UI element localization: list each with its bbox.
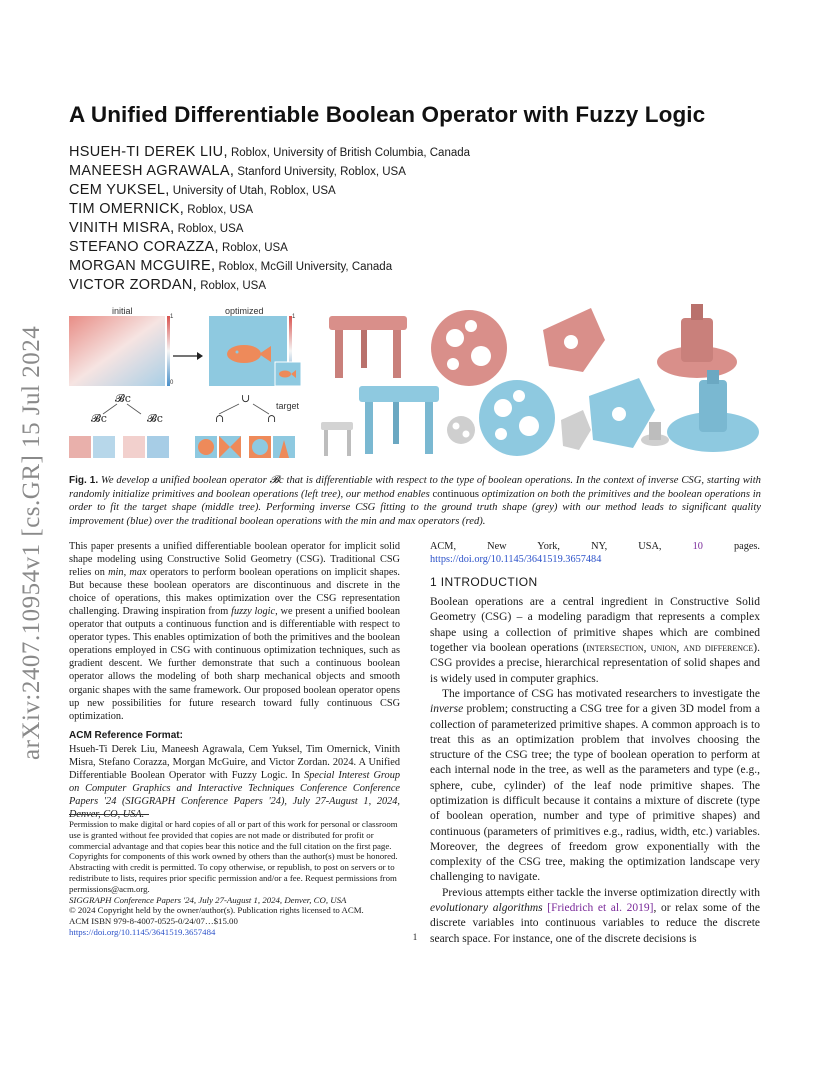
initial-field: [69, 316, 165, 386]
pages-link[interactable]: 10: [692, 541, 703, 552]
scale-min: 0: [170, 380, 174, 386]
union-operator: ∪: [241, 392, 251, 405]
section-heading-introduction: 1 INTRODUCTION: [430, 575, 538, 590]
intersection-operator-right: ∩: [267, 412, 277, 425]
permission-notice: Permission to make digital or hard copies of all or part of this work for personal or classroom use is granted without fee provided that copies are not made or distributed for profit or commercial advantage and that copies bear this notice and the full citation on the first page. Copyrights for components of this work owned by others than the author(s) must be honored. Abstracting with credit is permitted. To copy otherwise, or republish, to post on servers or to redistribute to lists, requires prior specific permission and/or a fee. Request permissions from permissions@acm.org. SIGGRAPH Conference Papers '24, July 27-August 1, 2024, Denver, CO, USA © 2024 Copyright held by the owner/author(s). Publication rights licensed to ACM. ACM ISBN 979-8-4007-0525-0/24/07…$15.00 https://doi.org/10.1145/3641519.3657484: [69, 814, 400, 938]
bc-operator-right: 𝓑c: [147, 412, 163, 425]
author-2: MANEESH AGRAWALA, Stanford University, Roblox, USA: [69, 163, 406, 179]
arxiv-stamp: arXiv:2407.10954v1 [cs.GR] 15 Jul 2024: [18, 325, 45, 760]
intro-paragraph-1: Boolean operations are a central ingredient in Constructive Solid Geometry (CSG) – a modeling paradigm that represents a complex shape using a collection of primitive shapes which are combined together via boolean operations (intersection, union, and difference). CSG provides a precise, hierarchical representation of solid shapes and is widely used in computer graphics.: [430, 596, 760, 685]
author-3: CEM YUKSEL, University of Utah, Roblox, USA: [69, 182, 336, 198]
author-8: VICTOR ZORDAN, Roblox, USA: [69, 277, 267, 293]
citation-link[interactable]: [Friedrich et al. 2019]: [547, 902, 654, 915]
permission-doi-link[interactable]: https://doi.org/10.1145/3641519.3657484: [69, 926, 216, 937]
leaf-tile: [147, 436, 169, 458]
scale-max-optimized: 1: [292, 314, 296, 320]
gear-render-red: [657, 304, 737, 378]
author-list: [69, 142, 769, 294]
bc-operator-left: 𝓑c: [91, 412, 107, 425]
author-7: MORGAN MCGUIRE, Roblox, McGill University, Canada: [69, 258, 393, 274]
caption-label: Fig. 1.: [69, 475, 99, 486]
gyroid-render-blue: [479, 380, 555, 456]
colorbar-initial: [167, 316, 170, 386]
acm-reference: Hsueh-Ti Derek Liu, Maneesh Agrawala, Cem Yuksel, Tim Omernick, Vinith Misra, Stefano Corazza, Morgan McGuire, and Victor Zordan. 2024. A Unified Differentiable Boolean Operator with Fuzzy Logic. In Special Interest Group on Computer Graphics and Interactive Techniques Conference Conference Papers '24 (SIGGRAPH Conference Papers '24), July 27-August 1, 2024, Denver, CO, USA.: [69, 743, 400, 820]
acm-reference-continued: ACM, New York, NY, USA, 10 pages. https://doi.org/10.1145/3641519.3657484: [430, 541, 761, 566]
initial-label: initial: [112, 306, 133, 316]
intro-paragraph-2: The importance of CSG has motivated researchers to investigate the inverse problem; constructing a CSG tree for a given 3D model from a collection of parameterized primitive shapes. A common approach is to treat this as an optimization problem that involves choosing the structure of the CSG tree; the type of boolean operation to perform at each internal node in the tree, as well as the parameters and type (e.g., sphere, cube, cylinder) of the leaf node primitive shapes. The optimization is difficult because it contains a mixture of discrete (type of boolean operation, number and type of primitive shapes) and continuous (parameters of primitives e.g., radius, width, etc.) variables. Moreover, the degrees of freedom grow exponentially with the complexity of the CSG tree, making the optimization landscape very challenging to navigate.: [430, 687, 760, 884]
acm-reference-heading: ACM Reference Format:: [69, 729, 183, 741]
intersection-operator-left: ∩: [215, 412, 225, 425]
leaf-tile: [123, 436, 145, 458]
right-column: [430, 540, 760, 947]
gyroid-render-red: [431, 310, 507, 386]
table-render-grey: [321, 422, 353, 456]
author-1: HSUEH-TI DEREK LIU, Roblox, University of British Columbia, Canada: [69, 144, 471, 160]
figure-caption: Fig. 1. We develop a unified boolean operator 𝓑c that is differentiable with respect to the type of boolean operations. In the context of inverse CSG, starting with randomly initialize primitives and boolean operations (left tree), our method enables continuous optimization on both the primitives and the boolean operations in order to fit the target shape (middle tree). Performing inverse CSG fitting to the ground truth shape (grey) with our method leads to significant quality improvement (blue) over the traditional boolean operations with the min and max operators (red).: [69, 475, 761, 527]
inverse-csg-results: [321, 300, 761, 462]
leaf-tile: [69, 436, 91, 458]
organic-render-grey: [561, 410, 591, 450]
author-6: STEFANO CORAZZA, Roblox, USA: [69, 239, 288, 255]
author-4: TIM OMERNICK, Roblox, USA: [69, 201, 254, 217]
bc-operator-root: 𝓑c: [115, 392, 131, 405]
leaf-tile: [93, 436, 115, 458]
csg-tree-diagram: [69, 316, 329, 462]
abstract: This paper presents a unified differentiable boolean operator for implicit solid shape modeling using Constructive Solid Geometry (CSG). Traditional CSG relies on min, max operators to perform boolean operations on implicit shapes. But because these boolean operators are discontinuous and discrete in the choice of operations, this makes optimization over the CSG representation challenging. Drawing inspiration from fuzzy logic, we present a unified boolean operator that outputs a continuous function and is differentiable with respect to operator types. This enables optimization of both the primitives and the boolean operations employed in CSG with continuous optimization techniques, such as gradient descent. We further demonstrate that such a continuous boolean operator allows the modeling of both sharp mechanical objects and smooth organic shapes with the same framework. Our proposed boolean operator opens up new possibilities for future research toward fully continuous CSG optimization.: [69, 541, 400, 722]
page-number: 1: [412, 932, 418, 942]
organic-render-red: [543, 308, 605, 372]
table-render-blue: [359, 386, 439, 454]
paper-title: A Unified Differentiable Boolean Operator with Fuzzy Logic: [69, 102, 706, 127]
author-5: VINITH MISRA, Roblox, USA: [69, 220, 244, 236]
gear-render-blue: [667, 370, 759, 452]
gyroid-render-grey: [447, 416, 475, 444]
table-render-red: [329, 316, 407, 378]
acm-doi-link[interactable]: https://doi.org/10.1145/3641519.3657484: [430, 554, 602, 566]
scale-max: 1: [170, 314, 174, 320]
optimized-label: optimized: [225, 306, 264, 316]
intro-paragraph-3: Previous attempts either tackle the inverse optimization directly with evolutionary algorithms [Friedrich et al. 2019], or relax some of the discrete variables into continuous variables to reduce the discrete search space. For instance, one of the discrete decisions is: [430, 886, 761, 945]
fish-icon: [227, 345, 261, 363]
teaser-figure: [69, 300, 761, 462]
target-label: target: [276, 401, 300, 411]
left-column: [69, 540, 400, 821]
footnote-rule: [69, 814, 149, 815]
